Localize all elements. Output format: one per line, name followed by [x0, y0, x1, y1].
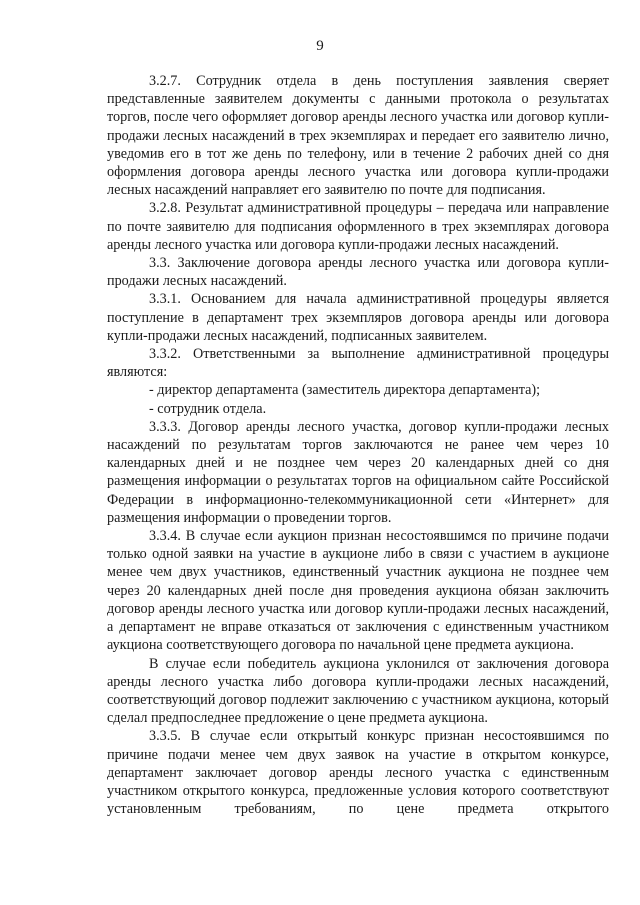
paragraph-winner-evades: В случае если победитель аукциона уклонился от заключения договора аренды лесного участка либо договора купли-продажи лесных насаждений, соответствующий договор подлежит заключению с участником аукциона, который сделал предпоследнее предложение о цене предмета аукциона. — [107, 655, 609, 727]
paragraph-3-3-4: 3.3.4. В случае если аукцион признан несостоявшимся по причине подачи только одной заявки на участие в аукционе либо в связи с участием в аукционе менее чем двух участников, единственный участник аукциона не позднее чем через 20 календарных дней после дня проведения аукциона обязан заключить договор аренды лесного участка или договор купли-продажи лесных насаждений, а департамент не вправе отказаться от заключения с единственным участником аукциона соответствующего договора по начальной цене предмета аукциона. — [107, 528, 609, 654]
paragraph-3-2-7: 3.2.7. Сотрудник отдела в день поступления заявления сверяет представленные заявителем документы с данными протокола о результатах торгов, после чего оформляет договор аренды лесного участка или договор купли-продажи лесных насаждений в трех экземплярах и передает его заявителю лично, уведомив его в тот же день по телефону, или в течение 2 рабочих дней со дня оформления договора аренды лесного участка или договора купли-продажи лесных насаждений направляет его заявителю по почте для подписания. — [107, 73, 609, 199]
paragraph-3-2-8: 3.2.8. Результат административной процедуры – передача или направление по почте заявителю для подписания оформленного в трех экземплярах договора аренды лесного участка или договора купли-продажи лесных насаждений. — [107, 200, 609, 253]
paragraph-3-3-2: 3.3.2. Ответственными за выполнение административной процедуры являются: — [107, 346, 609, 381]
paragraph-3-3-1: 3.3.1. Основанием для начала административной процедуры является поступление в департамент трех экземпляров договора аренды или договора купли-продажи лесных насаждений, подписанных заявителем. — [107, 291, 609, 344]
paragraph-3-3-5: 3.3.5. В случае если открытый конкурс признан несостоявшимся по причине подачи менее чем двух заявок на участие в открытом конкурсе, департамент заключает договор аренды лесного участка с единственным участником открытого конкурса, предложенные условия которого соответствуют установленным требованиям, по цене предмета открытого — [107, 728, 609, 818]
page-number: 9 — [316, 38, 324, 54]
paragraph-3-3-3: 3.3.3. Договор аренды лесного участка, договор купли-продажи лесных насаждений по результатам торгов заключаются не ранее чем через 10 календарных дней и не позднее чем через 20 календарных дней со дня размещения информации о результатах торгов на официальном сайте Российской Федерации в информационно-телекоммуникационной сети «Интернет» для размещения информации о проведении торгов. — [107, 418, 609, 526]
section-3-3-heading: 3.3. Заключение договора аренды лесного участка или договора купли-продажи лесных насаждений. — [107, 255, 609, 290]
list-item-director: - директор департамента (заместитель директора департамента); — [149, 382, 541, 399]
document-body — [107, 72, 609, 818]
list-item-employee: - сотрудник отдела. — [149, 400, 267, 417]
